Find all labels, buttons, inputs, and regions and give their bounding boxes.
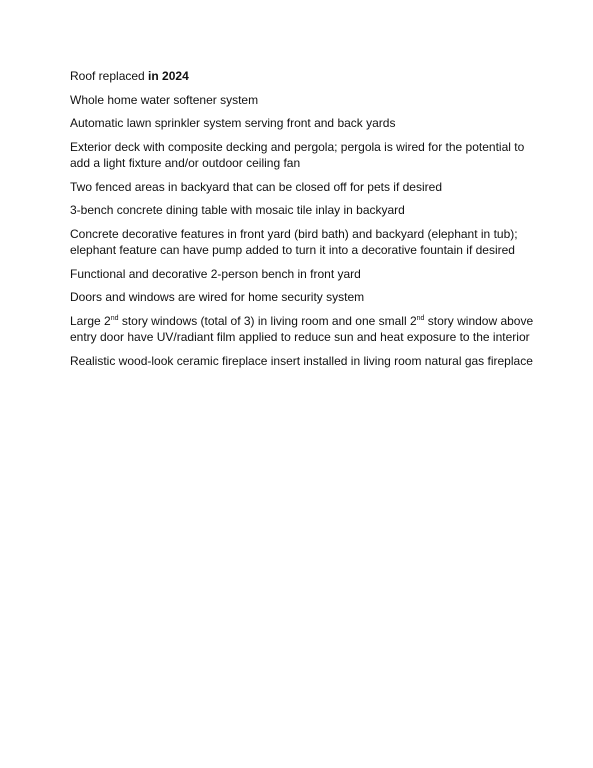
feature-roof-year: in 2024 <box>148 69 189 83</box>
feature-text: Automatic lawn sprinkler system serving front and back yards <box>70 116 396 130</box>
feature-text-part1: Large 2 <box>70 313 111 328</box>
feature-sprinkler <box>70 115 540 132</box>
feature-fireplace <box>70 353 540 370</box>
feature-windows <box>70 313 540 346</box>
ordinal-suffix: nd <box>110 314 119 322</box>
feature-concrete-decor <box>70 226 540 259</box>
feature-roof <box>70 68 540 85</box>
feature-deck <box>70 139 540 172</box>
feature-text: Functional and decorative 2-person bench in front yard <box>70 266 361 281</box>
feature-bench <box>70 266 540 283</box>
feature-fenced-areas <box>70 179 540 196</box>
feature-text-part3: story window above entry door have UV/radiant film applied to reduce sun and heat exposure to the interior <box>70 313 534 344</box>
feature-water-softener <box>70 92 540 109</box>
feature-security <box>70 289 540 306</box>
feature-text: Concrete decorative features in front yard (bird bath) and backyard (elephant in tub); elephant feature can have pump added to turn it into a decorative fountain if desired <box>70 226 518 257</box>
feature-text: 3-bench concrete dining table with mosaic tile inlay in backyard <box>70 203 405 217</box>
feature-dining-table <box>70 202 540 219</box>
feature-roof-text: Roof replaced <box>70 69 149 83</box>
feature-text: Two fenced areas in backyard that can be closed off for pets if desired <box>70 179 442 194</box>
feature-text: Realistic wood-look ceramic fireplace insert installed in living room natural gas fireplace <box>70 353 533 368</box>
feature-text: Whole home water softener system <box>70 92 259 107</box>
feature-text: Exterior deck with composite decking and pergola; pergola is wired for the potential to add a light fixture and/or outdoor ceiling fan <box>70 139 525 170</box>
feature-text-part2: story windows (total of 3) in living room and one small 2 <box>118 313 417 328</box>
feature-text: Doors and windows are wired for home security system <box>70 290 365 304</box>
ordinal-suffix: nd <box>416 314 425 322</box>
feature-list <box>70 68 540 376</box>
